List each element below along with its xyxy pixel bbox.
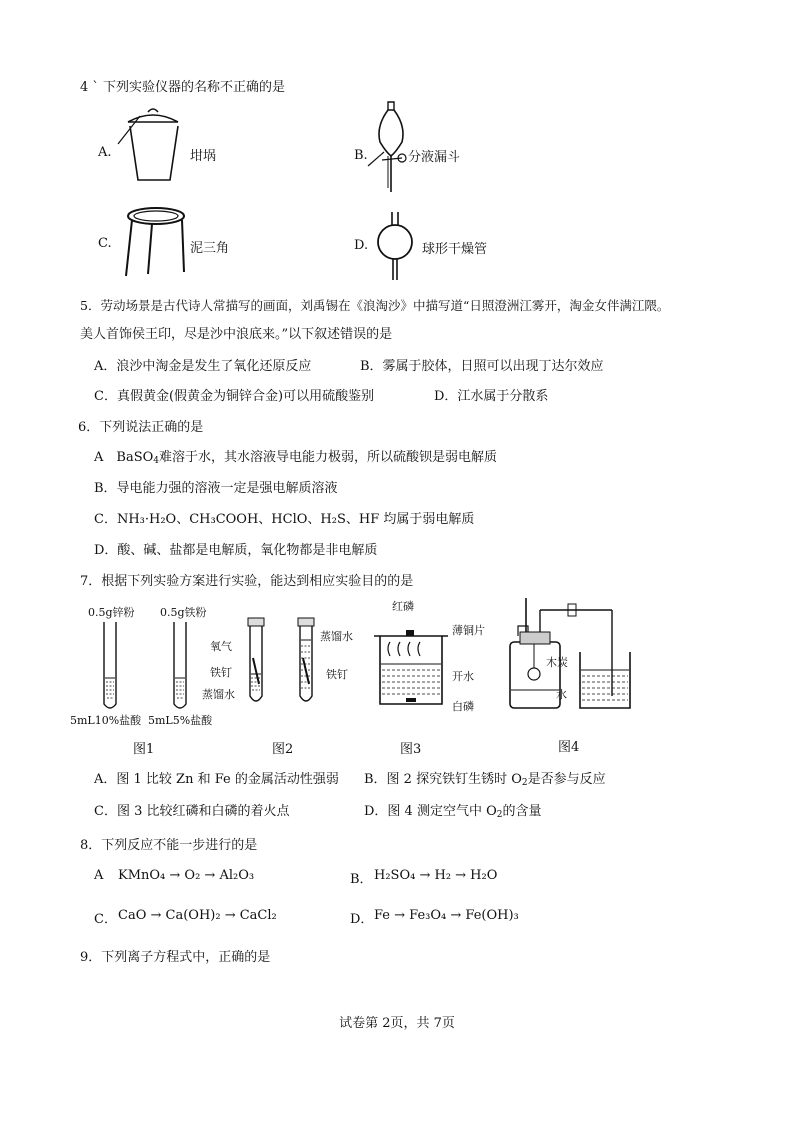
fig2-oxygen-label: 氧气 bbox=[210, 640, 232, 653]
fig4-caption: 图4 bbox=[558, 740, 580, 755]
q6-option-a: A BaSO$_4$难溶于水，其水溶液导电能力极弱，所以硫酸钡是弱电解质 bbox=[94, 450, 498, 466]
fig3-caption: 图3 bbox=[400, 742, 422, 757]
q4-option-c-letter: C. bbox=[98, 236, 112, 251]
fig1-test-tubes bbox=[96, 620, 206, 712]
fig4-water-label: 水 bbox=[556, 688, 567, 701]
fig1-acid1-label: 5mL10%盐酸 bbox=[70, 714, 142, 727]
q5-stem-line1: 5．劳动场景是古代诗人常描写的画面，刘禹锡在《浪淘沙》中描写道“日照澄洲江雾开，淘金女伴满江隈。 bbox=[80, 298, 670, 313]
q6-option-d: D．酸、碱、盐都是电解质，氧化物都是非电解质 bbox=[94, 543, 378, 558]
q4-option-a-name: 坩埚 bbox=[190, 149, 217, 164]
fig3-hot-water-label: 开水 bbox=[452, 670, 474, 683]
q5-stem-line2: 美人首饰侯王印，尽是沙中浪底来。”以下叙述错误的是 bbox=[80, 327, 393, 342]
q4-option-b-letter: B. bbox=[354, 148, 368, 163]
fig2-caption: 图2 bbox=[272, 742, 294, 757]
q7-option-a: A．图 1 比较 Zn 和 Fe 的金属活动性强弱 bbox=[94, 772, 339, 787]
q4-option-d-letter: D. bbox=[354, 238, 369, 253]
fig3-white-phosphorus-label: 白磷 bbox=[452, 700, 474, 713]
fig2-nail1-label: 铁钉 bbox=[210, 666, 232, 679]
q5-option-b: B．雾属于胶体，日照可以出现丁达尔效应 bbox=[360, 359, 604, 374]
q6-option-c: C．NH₃·H₂O、CH₃COOH、HClO、H₂S、HF 均属于弱电解质 bbox=[94, 512, 475, 527]
q5-option-a: A．浪沙中淘金是发生了氧化还原反应 bbox=[94, 359, 312, 374]
q8-option-b-letter: B． bbox=[350, 872, 373, 887]
fig2-water2-label: 蒸馏水 bbox=[320, 630, 353, 643]
q7-option-b: B．图 2 探究铁钉生锈时 $O_2$是否参与反应 bbox=[364, 772, 606, 788]
q8-option-d-letter: D． bbox=[350, 912, 374, 927]
q4-stem: 4 ˋ 下列实验仪器的名称不正确的是 bbox=[80, 80, 286, 95]
q4-option-d-name: 球形干燥管 bbox=[422, 242, 488, 257]
q7-option-c: C．图 3 比较红磷和白磷的着火点 bbox=[94, 804, 290, 819]
q8-option-d-expr: Fe → Fe₃O₄ → Fe(OH)₃ bbox=[374, 908, 519, 923]
tripod-icon bbox=[122, 204, 190, 278]
q8-option-a-letter: A bbox=[94, 868, 104, 883]
q7-stem: 7．根据下列实验方案进行实验，能达到相应实验目的的是 bbox=[80, 574, 414, 589]
fig1-caption: 图1 bbox=[133, 742, 155, 757]
fig1-acid2-label: 5mL5%盐酸 bbox=[148, 714, 213, 727]
fig1-zinc-label: 0.5g锌粉 bbox=[88, 606, 135, 619]
q8-option-b-expr: H₂SO₄ → H₂ → H₂O bbox=[374, 868, 498, 883]
fig2-test-tubes bbox=[246, 618, 320, 710]
fig3-beaker bbox=[372, 614, 450, 714]
fig3-red-phosphorus-label: 红磷 bbox=[392, 600, 414, 613]
fig4-apparatus bbox=[504, 596, 634, 714]
q6-stem: 6．下列说法正确的是 bbox=[78, 420, 204, 435]
fig2-nail2-label: 铁钉 bbox=[326, 668, 348, 681]
fig2-water1-label: 蒸馏水 bbox=[202, 688, 235, 701]
q8-option-c-expr: CaO → Ca(OH)₂ → CaCl₂ bbox=[118, 908, 277, 923]
q6-option-b: B．导电能力强的溶液一定是强电解质溶液 bbox=[94, 481, 338, 496]
q5-option-d: D．江水属于分散系 bbox=[434, 389, 549, 404]
fig3-copper-label: 薄铜片 bbox=[452, 624, 485, 637]
q8-option-c-letter: C． bbox=[94, 912, 117, 927]
q7-option-d: D．图 4 测定空气中 $O_2$的含量 bbox=[364, 804, 542, 820]
q4-option-c-name: 泥三角 bbox=[190, 241, 230, 256]
fig4-charcoal-label: 木炭 bbox=[546, 656, 568, 669]
q4-option-b-name: 分液漏斗 bbox=[408, 150, 461, 165]
q8-option-a-expr: KMnO₄ → O₂ → Al₂O₃ bbox=[118, 868, 255, 883]
q4-option-a-letter: A. bbox=[98, 145, 112, 160]
crucible-icon bbox=[118, 104, 188, 186]
fig1-iron-label: 0.5g铁粉 bbox=[160, 606, 207, 619]
q8-stem: 8．下列反应不能一步进行的是 bbox=[80, 838, 258, 853]
drying-tube-icon bbox=[376, 210, 416, 286]
q9-stem: 9．下列离子方程式中，正确的是 bbox=[80, 950, 271, 965]
page-footer: 试卷第 2页，共 7页 bbox=[339, 1016, 455, 1031]
q5-option-c: C．真假黄金(假黄金为铜锌合金)可以用硫酸鉴别 bbox=[94, 389, 375, 404]
